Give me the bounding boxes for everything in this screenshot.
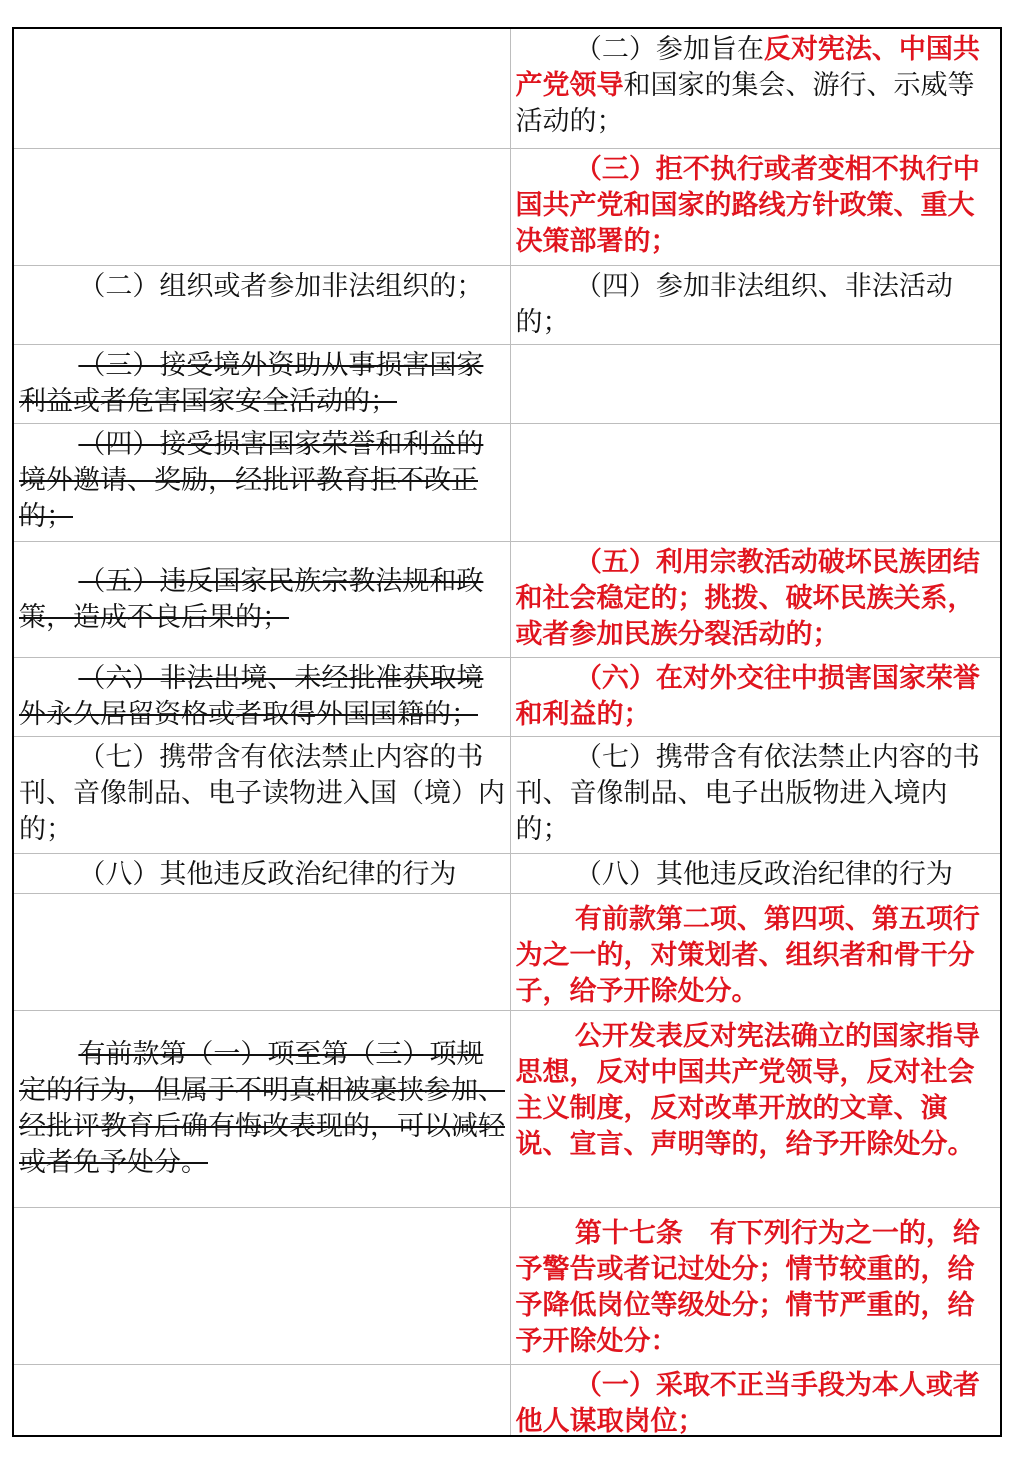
old-text-deleted: 有前款第（一）项至第（三）项规定的行为，但属于不明真相被裹挟参加、经批评教育后确有悔改表现的，可以减轻或者免予处分。 [19, 1038, 505, 1178]
old-text: （八）其他违反政治纪律的行为 [78, 858, 457, 890]
new-text-cell [510, 29, 1002, 148]
old-text-deleted: （五）违反国家民族宗教法规和政策，造成不良后果的； [19, 565, 484, 633]
new-text-suffix: 和国家的集会、游行、示威等活动的； [515, 70, 975, 137]
new-text-cell [510, 148, 1002, 265]
new-text: （八）其他违反政治纪律的行为 [574, 858, 953, 890]
table-row [14, 1207, 1002, 1364]
old-text-deleted: （六）非法出境、未经批准获取境外永久居留资格或者取得外国国籍的； [19, 662, 484, 730]
comparison-table-frame [12, 27, 1002, 1437]
new-text-cell [510, 423, 1002, 541]
old-text-deleted: （四）接受损害国家荣誉和利益的境外邀请、奖励，经批评教育拒不改正的； [19, 428, 484, 532]
old-text-cell [14, 853, 510, 893]
new-text-cell [510, 893, 1002, 1010]
new-text: （四）参加非法组织、非法活动的； [515, 270, 953, 338]
table-row [14, 423, 1002, 541]
table-row [14, 893, 1002, 1010]
new-text-cell [510, 657, 1002, 736]
table-row [14, 1010, 1002, 1207]
new-text-prefix: （二）参加旨在 [574, 34, 764, 65]
old-text-cell [14, 736, 510, 853]
old-text: （七）携带含有依法禁止内容的书刊、音像制品、电子读物进入国（境）内的； [19, 741, 505, 845]
old-text-cell [14, 1207, 510, 1364]
new-text-added: （五）利用宗教活动破坏民族团结和社会稳定的；挑拨、破坏民族关系，或者参加民族分裂活动的； [515, 546, 980, 650]
old-text-cell [14, 29, 510, 148]
table-row [14, 657, 1002, 736]
old-text-deleted: （三）接受境外资助从事损害国家利益或者危害国家安全活动的； [19, 349, 484, 417]
new-text-added: （六）在对外交往中损害国家荣誉和利益的； [515, 662, 980, 730]
new-text-cell [510, 736, 1002, 853]
old-text: （二）组织或者参加非法组织的； [78, 270, 484, 302]
old-text-cell [14, 344, 510, 423]
old-text-cell [14, 148, 510, 265]
old-text-cell [14, 893, 510, 1010]
old-text-cell [14, 1010, 510, 1207]
table-row [14, 736, 1002, 853]
new-text-cell [510, 541, 1002, 657]
table-row [14, 541, 1002, 657]
new-text-added: （一）采取不正当手段为本人或者他人谋取岗位； [515, 1369, 980, 1437]
old-text-cell [14, 265, 510, 344]
new-text-cell [510, 853, 1002, 893]
new-text-added: （三）拒不执行或者变相不执行中国共产党和国家的路线方针政策、重大决策部署的； [515, 153, 980, 257]
new-text-cell [510, 344, 1002, 423]
comparison-table [14, 29, 1002, 1437]
table-row [14, 853, 1002, 893]
table-row [14, 1364, 1002, 1437]
table-row [14, 148, 1002, 265]
new-text-cell [510, 1364, 1002, 1437]
old-text-cell [14, 423, 510, 541]
new-text-cell [510, 1010, 1002, 1207]
new-text-cell [510, 1207, 1002, 1364]
old-text-cell [14, 657, 510, 736]
new-text-added: 有前款第二项、第四项、第五项行为之一的，对策划者、组织者和骨干分子，给予开除处分。 [515, 903, 980, 1007]
new-text-highlight: 反对宪法、中国共产党领导 [515, 34, 980, 101]
table-row [14, 344, 1002, 423]
table-row [14, 29, 1002, 148]
old-text-cell [14, 541, 510, 657]
new-text-added: 公开发表反对宪法确立的国家指导思想，反对中国共产党领导，反对社会主义制度，反对改革开放的文章、演说、宣言、声明等的，给予开除处分。 [515, 1020, 980, 1160]
new-text: （七）携带含有依法禁止内容的书刊、音像制品、电子出版物进入境内的； [515, 741, 980, 845]
new-text-added: 第十七条 有下列行为之一的，给予警告或者记过处分；情节较重的，给予降低岗位等级处分；情节严重的，给予开除处分： [515, 1217, 980, 1357]
new-text-cell [510, 265, 1002, 344]
table-row [14, 265, 1002, 344]
old-text-cell [14, 1364, 510, 1437]
